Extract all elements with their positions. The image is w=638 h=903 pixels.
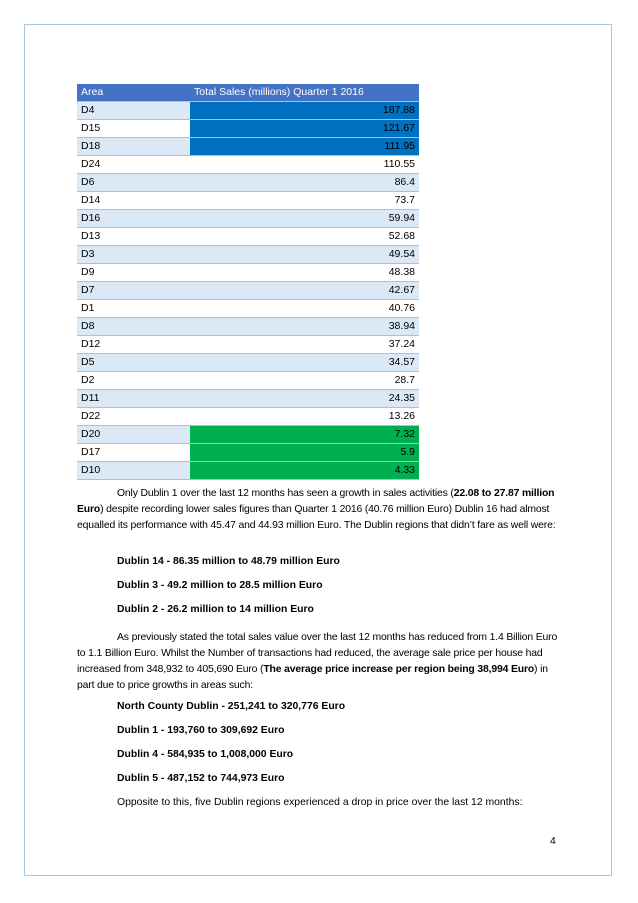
page-number: 4 <box>550 836 556 847</box>
area-cell: D18 <box>77 138 190 156</box>
area-cell: D14 <box>77 192 190 210</box>
table-row <box>77 408 419 426</box>
sales-value-cell: 59.94 <box>190 210 419 228</box>
area-cell: D15 <box>77 120 190 138</box>
sales-table <box>77 84 419 480</box>
para2-bold: The average price increase per region being 38,994 Euro <box>263 664 535 675</box>
area-cell: D1 <box>77 300 190 318</box>
table-header-row <box>77 84 419 102</box>
decline-item: Dublin 14 - 86.35 million to 48.79 million Euro <box>117 556 340 567</box>
sales-value-cell: 73.7 <box>190 192 419 210</box>
decline-item: Dublin 2 - 26.2 million to 14 million Euro <box>117 604 314 615</box>
sales-value-cell: 4.33 <box>190 462 419 480</box>
table-row <box>77 120 419 138</box>
paragraph-sales-value <box>77 630 561 694</box>
para2-text-a: As previously stated the total sales value over the last 12 months has reduced from 1.4 Billion Euro to 1.1 Billion Euro. Whilst the Number of transactions had reduced, the average sale price per house had increased from 348,932 to 405,690 Euro ( <box>77 632 558 675</box>
decline-item: Dublin 3 - 49.2 million to 28.5 million Euro <box>117 580 323 591</box>
area-cell: D2 <box>77 372 190 390</box>
sales-value-cell: 40.76 <box>190 300 419 318</box>
para1-text-c: ) despite recording lower sales figures than Quarter 1 2016 (40.76 million Euro) Dublin 16 had almost equalled its performance with 45.47 and 44.93 million Euro. The Dublin regions that didn’t fare as well were: <box>77 504 556 531</box>
area-cell: D5 <box>77 354 190 372</box>
area-cell: D8 <box>77 318 190 336</box>
table-row <box>77 390 419 408</box>
area-cell: D20 <box>77 426 190 444</box>
area-cell: D13 <box>77 228 190 246</box>
sales-value-cell: 13.26 <box>190 408 419 426</box>
table-row <box>77 354 419 372</box>
sales-value-cell: 48.38 <box>190 264 419 282</box>
table-row <box>77 264 419 282</box>
sales-value-cell: 49.54 <box>190 246 419 264</box>
para2-text-c: ) in part due to price growths in areas such: <box>77 664 548 691</box>
area-cell: D7 <box>77 282 190 300</box>
sales-value-cell: 28.7 <box>190 372 419 390</box>
increase-item: Dublin 1 - 193,760 to 309,692 Euro <box>117 725 285 736</box>
area-cell: D24 <box>77 156 190 174</box>
sales-value-cell: 7.32 <box>190 426 419 444</box>
increase-item: North County Dublin - 251,241 to 320,776 Euro <box>117 701 346 712</box>
area-cell: D3 <box>77 246 190 264</box>
table-row <box>77 102 419 120</box>
table-row <box>77 138 419 156</box>
sales-value-cell: 111.95 <box>190 138 419 156</box>
table-row <box>77 228 419 246</box>
table-body <box>77 102 419 480</box>
paragraph-dublin1 <box>77 486 561 534</box>
table-row <box>77 156 419 174</box>
sales-value-cell: 34.57 <box>190 354 419 372</box>
sales-value-cell: 121.67 <box>190 120 419 138</box>
sales-value-cell: 110.55 <box>190 156 419 174</box>
area-cell: D11 <box>77 390 190 408</box>
table-row <box>77 426 419 444</box>
sales-value-cell: 42.67 <box>190 282 419 300</box>
sales-value-cell: 24.35 <box>190 390 419 408</box>
table-row <box>77 174 419 192</box>
sales-value-cell: 38.94 <box>190 318 419 336</box>
area-cell: D22 <box>77 408 190 426</box>
para1-text-a: Only Dublin 1 over the last 12 months has seen a growth in sales activities ( <box>117 488 454 499</box>
area-cell: D9 <box>77 264 190 282</box>
table-row <box>77 246 419 264</box>
table-row <box>77 462 419 480</box>
increase-item: Dublin 4 - 584,935 to 1,008,000 Euro <box>117 749 294 760</box>
table-row <box>77 444 419 462</box>
table-row <box>77 282 419 300</box>
area-cell: D12 <box>77 336 190 354</box>
sales-header: Total Sales (millions) Quarter 1 2016 <box>190 84 419 102</box>
table-row <box>77 318 419 336</box>
table-row <box>77 336 419 354</box>
sales-value-cell: 187.88 <box>190 102 419 120</box>
sales-value-cell: 37.24 <box>190 336 419 354</box>
increase-item: Dublin 5 - 487,152 to 744,973 Euro <box>117 773 285 784</box>
table-row <box>77 210 419 228</box>
area-cell: D17 <box>77 444 190 462</box>
table-row <box>77 300 419 318</box>
sales-value-cell: 52.68 <box>190 228 419 246</box>
area-cell: D16 <box>77 210 190 228</box>
area-cell: D4 <box>77 102 190 120</box>
sales-value-cell: 86.4 <box>190 174 419 192</box>
sales-value-cell: 5.9 <box>190 444 419 462</box>
para1-bold: 22.08 to 27.87 million Euro <box>77 488 555 515</box>
area-cell: D10 <box>77 462 190 480</box>
closing-sentence: Opposite to this, five Dublin regions experienced a drop in price over the last 12 months: <box>117 797 523 808</box>
area-header: Area <box>77 84 190 102</box>
table-row <box>77 192 419 210</box>
area-cell: D6 <box>77 174 190 192</box>
table-row <box>77 372 419 390</box>
